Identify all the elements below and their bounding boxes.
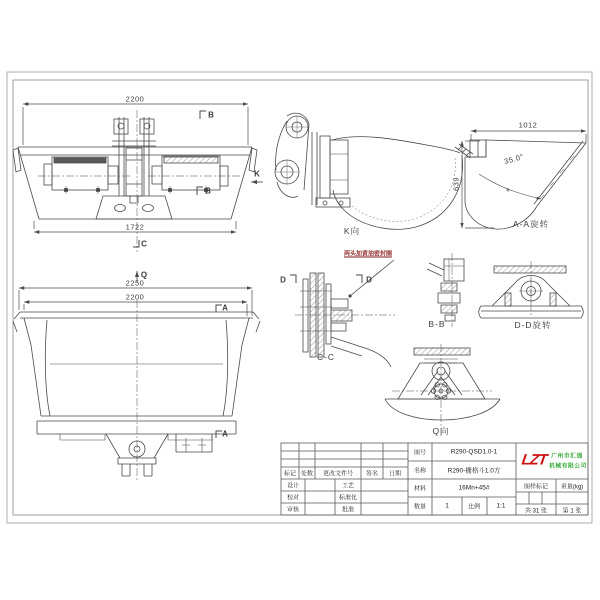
- scale-value: 1:1: [496, 502, 506, 510]
- company-logo: LZT: [520, 451, 548, 469]
- name-value: R290-栅格斗1.0方: [447, 467, 501, 475]
- rev-col-docno: 更改文件号: [322, 471, 354, 478]
- dim-bottom-inner: 2200: [125, 292, 145, 302]
- section-mark-a-top: A: [222, 303, 228, 313]
- qty-value: 1: [445, 502, 449, 510]
- role-check: 校对: [286, 495, 300, 502]
- view-label-bb: B-B: [428, 319, 446, 329]
- material-value: 16Mn+45#: [458, 484, 490, 492]
- total-sheets: 共 31 张: [524, 508, 548, 515]
- section-mark-a-bottom: A: [222, 429, 228, 439]
- direction-mark-q: Q: [140, 270, 148, 280]
- role-design: 设计: [286, 483, 300, 490]
- view-label-cc: C-C: [316, 352, 336, 362]
- rev-col-mark: 标记: [283, 471, 297, 478]
- dim-aa-height: 639: [451, 176, 461, 192]
- material-label: 材料: [413, 486, 427, 493]
- role-review: 审核: [286, 507, 300, 514]
- grease-seal-note: 两头加黄油密封圈: [344, 251, 393, 258]
- name-label: 名称: [413, 468, 427, 475]
- section-mark-b-top: B: [208, 110, 214, 120]
- dim-front-bottom: 1722: [125, 222, 145, 232]
- scale-label: 比例: [467, 504, 481, 511]
- rev-col-sign: 签名: [365, 471, 379, 478]
- drawing-no-label: 图号: [413, 450, 427, 457]
- qty-label: 数量: [413, 504, 427, 511]
- weight-header: 重量(kg): [560, 484, 584, 491]
- dim-aa-angle: 35.0°: [503, 151, 525, 167]
- company-name-line2: 机械有限公司: [549, 463, 587, 470]
- rev-col-count: 处数: [300, 471, 314, 478]
- direction-mark-k: K: [254, 169, 260, 179]
- view-label-dd: D-D旋转: [514, 320, 552, 330]
- role-approve: 批准: [341, 507, 355, 514]
- mark-header: 图样标记: [523, 484, 549, 491]
- view-label-q: Q向: [432, 426, 450, 436]
- section-mark-d-left: D: [280, 275, 286, 285]
- drawing-no-value: R290-QSD1.0-1: [450, 448, 498, 456]
- dim-aa-width: 1012: [518, 120, 538, 130]
- view-label-k: K向: [343, 226, 361, 236]
- dim-front-top: 2200: [125, 94, 145, 104]
- company-name-line1: 广州市汇通: [551, 453, 583, 460]
- role-standardize: 标准化: [338, 495, 358, 502]
- section-mark-c: C: [141, 239, 147, 249]
- role-process: 工艺: [341, 483, 355, 490]
- rev-col-date: 日期: [388, 471, 402, 478]
- section-mark-d-right: D: [366, 275, 372, 285]
- section-mark-b-bottom: B: [205, 186, 211, 196]
- view-label-aa: A-A旋转: [512, 219, 550, 229]
- sheet-number: 第 1 张: [562, 508, 582, 515]
- dim-bottom-outer: 2250: [125, 278, 145, 288]
